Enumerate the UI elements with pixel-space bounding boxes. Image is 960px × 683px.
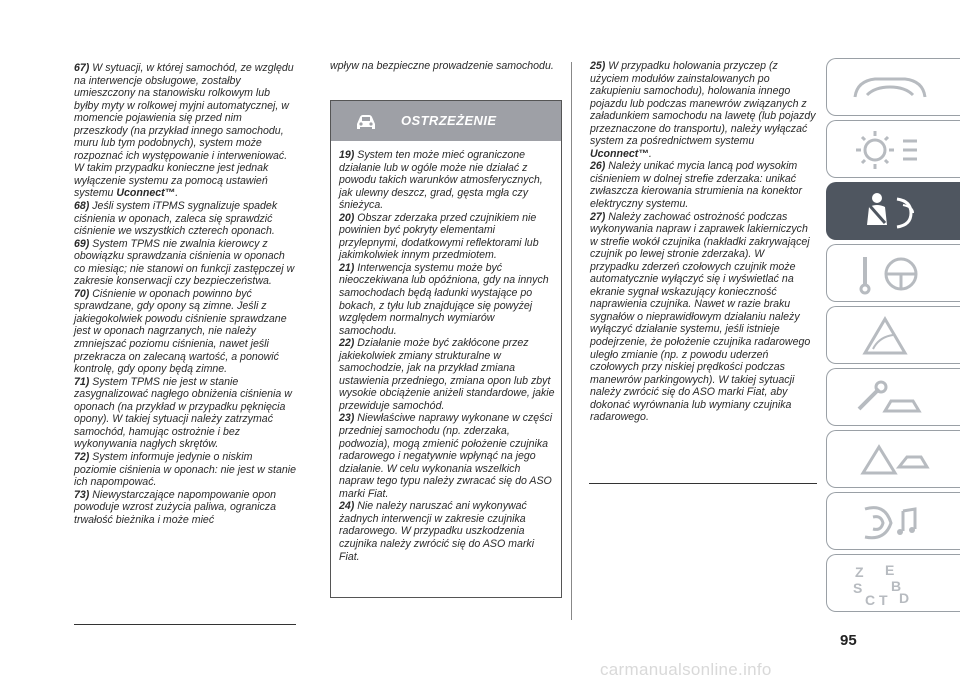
note-paragraph (74, 288, 296, 376)
note-text: Niewystarczające napompowanie opon powoduje wzrost zużycia paliwa, ogranicza trwałość bieżnika i może mieć (74, 488, 276, 526)
note-number: 21) (339, 261, 355, 274)
tab-starting-driving[interactable] (826, 244, 960, 302)
note-paragraph (74, 376, 296, 451)
index-letter-c: C (865, 592, 876, 607)
note-text: Jeśli system iTPMS sygnalizuje spadek ciśnienia w oponach, zaleca się sprawdzić ciśnienie we wszystkich czterech oponach. (74, 200, 278, 238)
note-text: W przypadku holowania przyczep (z użyciem modułów zainstalowanych po zakupieniu samochodu), holowania innego pojazdu lub podczas manewrów związanych z załadunkiem samochodu na lawetę (lub pojazdy przeznaczone do transportu), należy wyłączać system za pośrednictwem systemu (590, 60, 816, 148)
note-number: 27) (590, 210, 606, 223)
note-text: W sytuacji, w której samochód, ze względu na interwencje obsługowe, zostałby umieszczony na stanowisku rolkowym lub byłby myty w rolkowej myjni automatycznej, w momencie pojawienia się przed nim przeszkody (na przykład innego samochodu, muru lub tym podobnych), system może rozpoznać ich występowanie i interweniować. W takim przypadku konieczne jest jednak wyłączenie systemu za pomocą ustawień systemu (74, 62, 294, 200)
note-tail: . (175, 187, 179, 200)
tab-emergency[interactable] (826, 368, 960, 426)
key-steering-icon (845, 251, 935, 297)
index-letter-z: Z (855, 564, 864, 580)
index-letter-b: B (891, 578, 902, 594)
note-paragraph (339, 212, 555, 262)
wrench-car-icon (845, 375, 935, 421)
note-paragraph (590, 160, 816, 210)
continuation-text: wpływ na bezpieczne prowadzenie samochodu. (330, 60, 554, 72)
car-dashboard-icon (845, 65, 935, 111)
note-text: System TPMS nie jest w stanie zasygnalizować nagłego obniżenia ciśnienia w oponach (na przykład w przypadku pęknięcia opony). W takiej sytuacji należy zatrzymać samochód, hamując ostrożnie i bez wykonywania nagłych skrętów. (74, 375, 292, 451)
note-text: System ten może mieć ograniczone działanie lub w ogóle może nie działać z powodu takich warunków atmosferycznych, jak ulewny deszcz, grad, gęsta mgła czy śnieżyca. (339, 149, 543, 212)
note-number: 22) (339, 337, 355, 350)
page-number: 95 (840, 632, 857, 649)
tab-safety[interactable] (826, 182, 960, 240)
tab-maintenance[interactable] (826, 430, 960, 488)
note-text: Interwencja systemu może być nieoczekiwana lub opóźniona, gdy na innych samochodach będą ładunki wystające po bokach, z tyłu lub znajdujące się powyżej względem normalnych wymiarów samochodu. (339, 261, 549, 337)
watermark: carmanualsonline.info (600, 660, 772, 679)
column-left-bottom-rule (74, 624, 296, 625)
note-number: 26) (590, 160, 606, 173)
car-warning-icon (351, 106, 381, 136)
note-paragraph (590, 60, 816, 160)
note-number: 67) (74, 62, 90, 74)
note-brand: Uconnect™ (116, 187, 176, 200)
note-paragraph (339, 149, 555, 212)
tab-instrument-lights[interactable] (826, 120, 960, 178)
note-paragraph (74, 238, 296, 288)
warning-triangle-icon (845, 313, 935, 359)
tab-warnings[interactable] (826, 306, 960, 364)
note-paragraph (74, 451, 296, 489)
column-right (590, 60, 816, 424)
note-paragraph (339, 262, 555, 337)
column-divider (571, 62, 572, 620)
note-paragraph (339, 337, 555, 412)
note-number: 19) (339, 149, 355, 161)
note-number: 69) (74, 237, 90, 250)
tools-car-icon (845, 437, 935, 483)
note-text: System informuje jedynie o niskim poziomie ciśnienia w oponach: nie jest w stanie ich napompować. (74, 450, 297, 489)
index-letter-d: D (899, 590, 910, 606)
instrument-lights-icon (845, 127, 935, 173)
note-number: 71) (74, 375, 90, 388)
note-number: 72) (74, 450, 90, 463)
note-paragraph (590, 211, 816, 424)
index-letter-e: E (885, 562, 895, 578)
note-number: 24) (339, 500, 355, 513)
column-left (74, 62, 296, 526)
index-letter-s: S (853, 580, 863, 596)
note-text: Należy unikać mycia lancą pod wysokim ciśnieniem w dolnej strefie zderzaka: unikać zwłaszcza kierowania strumienia na konektor elektryczny systemu. (590, 160, 802, 211)
note-number: 23) (339, 412, 355, 425)
index-letter-t: T (879, 592, 888, 607)
warning-body (339, 149, 555, 563)
alphabet-index-icon (845, 561, 935, 607)
note-number: 25) (590, 60, 606, 72)
note-paragraph (339, 500, 555, 563)
note-paragraph (74, 200, 296, 238)
note-text: Ciśnienie w oponach powinno być sprawdzane, gdy opony są zimne. Jeśli z jakiegokolwiek powodu ciśnienie sprawdzane jest w oponach nagrzanych, nie należy zmniejszać poziomu ciśnienia, nawet jeśli przekracza on zalecaną wartość, a ponowić kontrolę, gdy opony będą zimne. (74, 287, 287, 376)
note-text: System TPMS nie zwalnia kierowcy z obowiązku sprawdzania ciśnienia w oponach co miesiąc; nie stanowi on funkcji zastępczej w zakresie konserwacji czy bezpieczeństwa. (74, 237, 295, 288)
seatbelt-airbag-icon (845, 189, 935, 235)
tab-car-dashboard[interactable] (826, 58, 960, 116)
note-number: 20) (339, 211, 355, 224)
note-number: 73) (74, 488, 90, 501)
warning-header (331, 101, 561, 141)
note-paragraph (74, 489, 296, 527)
note-paragraph (74, 62, 296, 200)
note-text: Należy zachować ostrożność podczas wykonywania napraw i zaprawek lakierniczych w strefie wokół czujnika (nakładki zakrywającej czujnik po lewej stronie zderzaka). W przypadku zderzeń czołowych czujnik może automatycznie wyłączyć się i wyświetlać na ekranie sygnał wskazujący konieczność naprawienia czujnika. Nawet w razie braku sygnałów o nieprawidłowym działaniu należy wyłączyć działanie systemu, jeśli istnieje podejrzenie, że położenie czujnika radarowego uległo zmianie (np. z powodu uderzeń czołowych przy niskiej prędkości podczas manewrów parkingowych). W takiej sytuacji należy zwrócić się do ASO marki Fiat, aby dokonać wyrównania lub wymiany czujnika radarowego. (590, 210, 811, 424)
note-number: 68) (74, 200, 90, 213)
note-text: Obszar zderzaka przed czujnikiem nie powinien być pokryty elementami przylepnymi, dodatkowymi reflektorami lub jakimkolwiek innym przedmiotem. (339, 211, 539, 262)
note-number: 70) (74, 287, 90, 300)
note-paragraph (339, 412, 555, 500)
warning-box (330, 100, 562, 598)
multimedia-icon (845, 499, 935, 545)
warning-title: OSTRZEŻENIE (401, 113, 497, 128)
note-tail: . (648, 147, 652, 160)
tab-multimedia[interactable] (826, 492, 960, 550)
column-middle-continuation (330, 60, 560, 73)
note-text: Działanie może być zakłócone przez jakiekolwiek zmiany strukturalne w samochodzie, jak na przykład zmiana ustawienia przedniego, zmiana opon lub zbyt wysokie obciążenie aniżeli standardowe, jakie przewiduje samochód. (339, 337, 555, 412)
column-right-bottom-rule (589, 483, 817, 484)
note-text: Nie należy naruszać ani wykonywać żadnych interwencji w zakresie czujnika radarowego. W przypadku uszkodzenia czujnika należy zwrócić się do ASO marki Fiat. (339, 500, 535, 563)
note-brand: Uconnect™ (590, 147, 649, 160)
note-text: Niewłaściwe naprawy wykonane w części przedniej samochodu (np. zderzaka, podwozia), mogą zmienić położenie czujnika radarowego i negatywnie wpłynąć na jego działanie. W celu wykonania wszelkich napraw tego typu należy zwracać się do ASO marki Fiat. (339, 412, 553, 500)
tab-index[interactable] (826, 554, 960, 612)
